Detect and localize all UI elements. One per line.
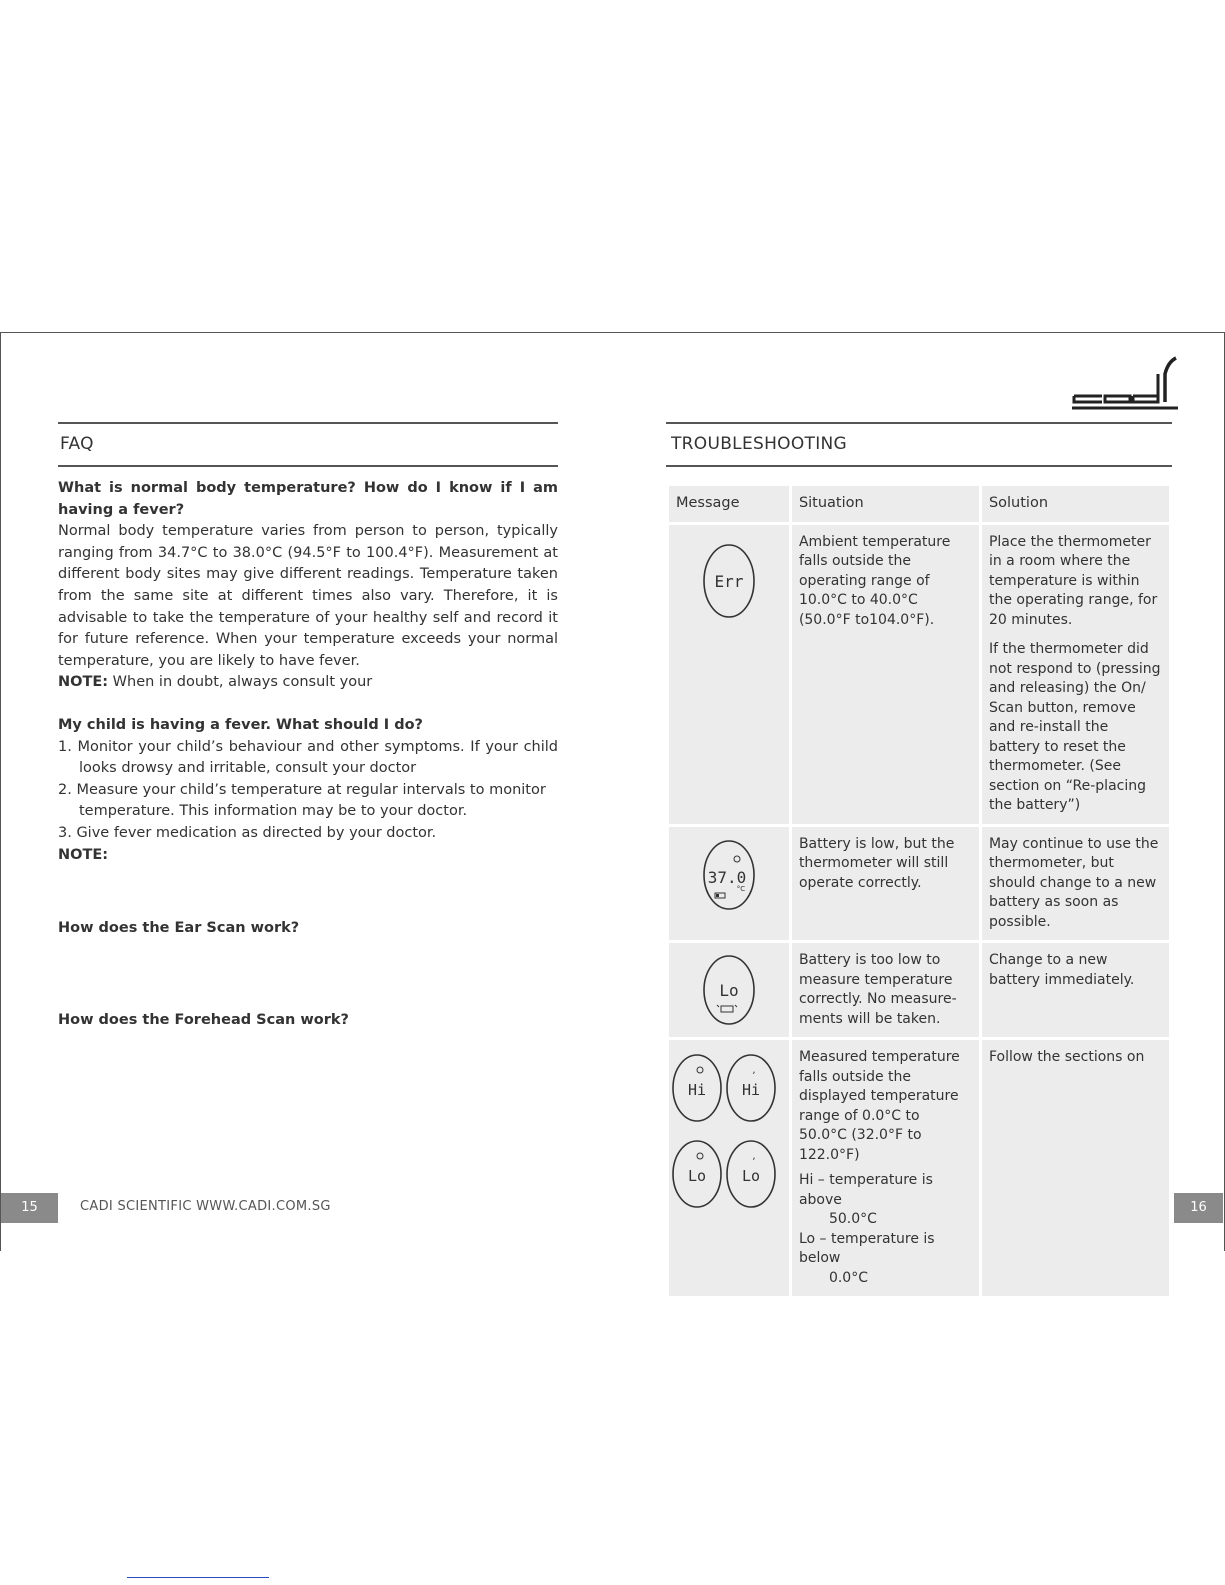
faq-title: FAQ <box>60 434 94 454</box>
situation-text: Measured temperature falls outside the displayed temperature range of 0.0°C to 50.0°C (32.0°F to 122.0°F) <box>798 1049 960 1163</box>
right-page-number: 16 <box>1174 1193 1223 1223</box>
note-label: NOTE: <box>58 674 109 691</box>
svg-text:,: , <box>752 1065 756 1076</box>
err-display-icon <box>701 541 757 621</box>
message-cell <box>669 525 789 824</box>
faq-bottom-rule <box>58 465 558 467</box>
header-solution: Solution <box>982 486 1169 522</box>
table-row <box>669 943 1169 1037</box>
header-situation: Situation <box>792 486 979 522</box>
faq-list-item-2: 2. Measure your child’s temperature at regular intervals to monitor temperature. This information may be to your doctor. <box>58 781 546 820</box>
note-text: When in doubt, always consult your <box>112 674 373 691</box>
lcd-unit: °C <box>736 884 746 893</box>
table-header-row <box>669 486 1169 522</box>
faq-question-ear-scan: How does the Ear Scan work? <box>58 920 300 936</box>
solution-cell: May continue to use the thermometer, but should change to a new battery as soon as possible. <box>982 827 1169 941</box>
battery-too-low-display-icon <box>701 951 757 1029</box>
faq-content <box>58 478 558 1028</box>
situation-cell: Ambient temperature falls outside the operating range of 10.0°C to 40.0°C (50.0°F to104.0°F). <box>792 525 979 824</box>
situation-cell <box>792 1040 979 1296</box>
faq-question-forehead-scan: How does the Forehead Scan work? <box>58 1012 349 1028</box>
bottom-link-line <box>127 1577 269 1578</box>
hi-lo-display-icons <box>670 1048 780 1218</box>
footer-company: CADI SCIENTIFIC WWW.CADI.COM.SG <box>80 1199 331 1214</box>
solution-cell: Follow the sections on <box>982 1040 1169 1296</box>
hi-value: 50.0°C <box>828 1211 877 1227</box>
lcd-text: Lo <box>719 981 739 1000</box>
cadi-logo <box>1072 356 1178 416</box>
table-row <box>669 1040 1169 1296</box>
solution-cell <box>982 525 1169 824</box>
faq-note-1 <box>58 672 558 694</box>
troubleshooting-table <box>666 483 1172 1299</box>
troubleshooting-top-rule <box>666 422 1172 424</box>
left-page-number: 15 <box>1 1193 58 1223</box>
troubleshooting-bottom-rule <box>666 465 1172 467</box>
lcd-text: Hi <box>741 1081 761 1099</box>
solution-text-2: If the thermometer did not respond to (pressing and releasing) the On/ Scan button, remove and re-install the battery to reset the thermometer. (See section on “Re-placing the battery”) <box>988 641 1161 813</box>
table-row <box>669 827 1169 941</box>
faq-list-item-1: 1. Monitor your child’s behaviour and other symptoms. If your child looks drowsy and irritable, consult your doctor <box>58 738 558 777</box>
header-message: Message <box>669 486 789 522</box>
situation-cell: Battery is low, but the thermometer will still operate correctly. <box>792 827 979 941</box>
faq-list-item-3: 3. Give fever medication as directed by your doctor. <box>58 824 437 841</box>
low-battery-display-icon <box>701 835 757 915</box>
lcd-text: Lo <box>741 1167 761 1185</box>
lo-value: 0.0°C <box>828 1269 868 1286</box>
message-cell <box>669 827 789 941</box>
lo-label: Lo – temperature is below <box>798 1230 935 1266</box>
lcd-text: Lo <box>687 1167 707 1185</box>
hi-label: Hi – temperature is above <box>798 1172 933 1208</box>
situation-cell: Battery is too low to measure temperature correctly. No measure-ments will be taken. <box>792 943 979 1037</box>
message-cell <box>669 1040 789 1296</box>
table-row <box>669 525 1169 824</box>
faq-top-rule <box>58 422 558 424</box>
faq-answer-normal-temperature: Normal body temperature varies from person to person, typically ranging from 34.7°C to 38.0°C (94.5°F to 100.4°F). Measurement at different body sites may give different readings. Temperature taken from the same site at different times also vary. Therefore, it is advisable to take the temperature of your healthy self and record it for future reference. When your temperature exceeds your normal temperature, you are likely to have fever. <box>58 523 558 669</box>
solution-text-1: Place the thermometer in a room where the temperature is within the operating range, for 20 minutes. <box>988 533 1158 628</box>
svg-text:,: , <box>752 1151 756 1162</box>
faq-question-normal-temperature: What is normal body temperature? How do I know if I am having a fever? <box>58 480 558 518</box>
faq-note-2: NOTE: <box>58 846 109 863</box>
lcd-text: 37.0 <box>707 867 747 887</box>
message-cell <box>669 943 789 1037</box>
lcd-text: Err <box>714 571 744 591</box>
solution-cell: Change to a new battery immediately. <box>982 943 1169 1037</box>
faq-question-child-fever: My child is having a fever. What should I do? <box>58 716 423 733</box>
troubleshooting-title: TROUBLESHOOTING <box>671 434 848 454</box>
lcd-text: Hi <box>687 1081 707 1099</box>
